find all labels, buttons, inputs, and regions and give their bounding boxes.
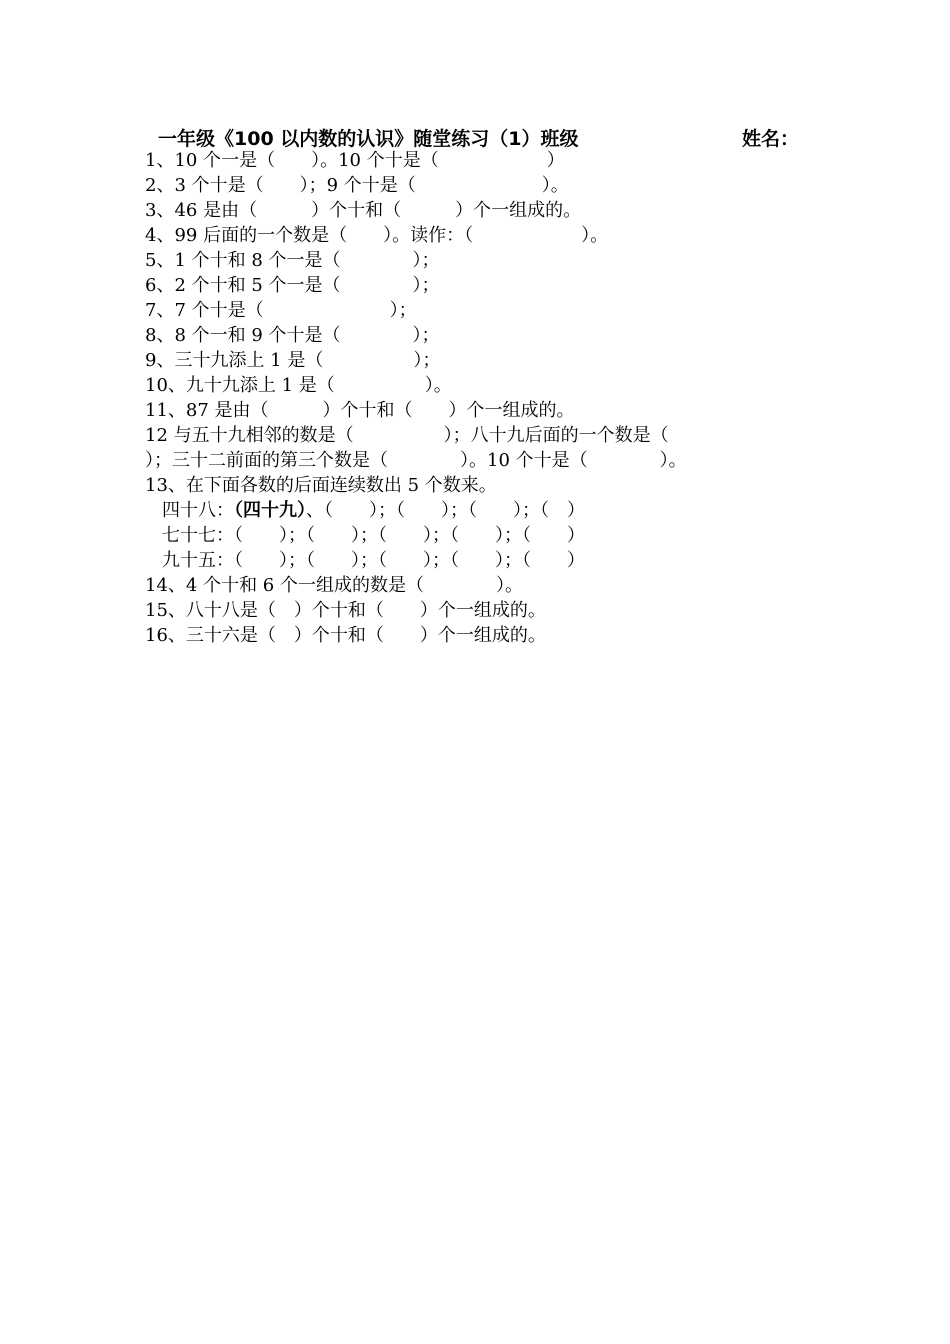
q13-row-1-example: （四十九） xyxy=(234,500,306,521)
question-9: 9、三十九添上 1 是（ ）； xyxy=(145,350,441,371)
question-3: 3、46 是由（ ）个十和（ ）个一组成的。 xyxy=(145,200,582,221)
question-6: 6、2 个十和 5 个一是（ ）； xyxy=(145,275,440,296)
question-2: 2、3 个十是（ ）；9 个十是（ ）。 xyxy=(145,175,569,196)
question-4: 4、99 后面的一个数是（ ）。读作：（ ）。 xyxy=(145,225,609,246)
q13-row-1-blanks: 、（ ）；（ ）；（ ）；（ ） xyxy=(306,500,585,521)
question-7: 7、7 个十是（ ）； xyxy=(145,300,417,321)
question-1: 1、10 个一是（ ）。10 个十是（ ） xyxy=(145,150,565,171)
q13-row-1 xyxy=(162,499,585,523)
question-10: 10、九十九添上 1 是（ ）。 xyxy=(145,375,452,396)
q13-row-3: 九十五：（ ）；（ ）；（ ）；（ ）；（ ） xyxy=(162,550,585,571)
q13-row-1-prefix: 四十八： xyxy=(162,500,234,521)
question-8: 8、8 个一和 9 个十是（ ）； xyxy=(145,325,440,346)
question-13: 13、在下面各数的后面连续数出 5 个数来。 xyxy=(145,475,497,496)
worksheet-header xyxy=(158,124,808,152)
question-12-line-1: 12 与五十九相邻的数是（ ）；八十九后面的一个数是（ xyxy=(145,425,669,446)
q13-row-2: 七十七：（ ）；（ ）；（ ）；（ ）；（ ） xyxy=(162,525,585,546)
worksheet-title: 一年级《100 以内数的认识》随堂练习（1）班级 xyxy=(158,128,579,150)
question-12-line-2: ）；三十二前面的第三个数是（ ）。10 个十是（ ）。 xyxy=(145,450,687,471)
question-11: 11、87 是由（ ）个十和（ ）个一组成的。 xyxy=(145,400,575,421)
question-16: 16、三十六是（ ）个十和（ ）个一组成的。 xyxy=(145,625,546,646)
question-14: 14、4 个十和 6 个一组成的数是（ ）。 xyxy=(145,575,523,596)
question-15: 15、八十八是（ ）个十和（ ）个一组成的。 xyxy=(145,600,546,621)
name-label: 姓名： xyxy=(742,128,800,150)
question-5: 5、1 个十和 8 个一是（ ）； xyxy=(145,250,440,271)
